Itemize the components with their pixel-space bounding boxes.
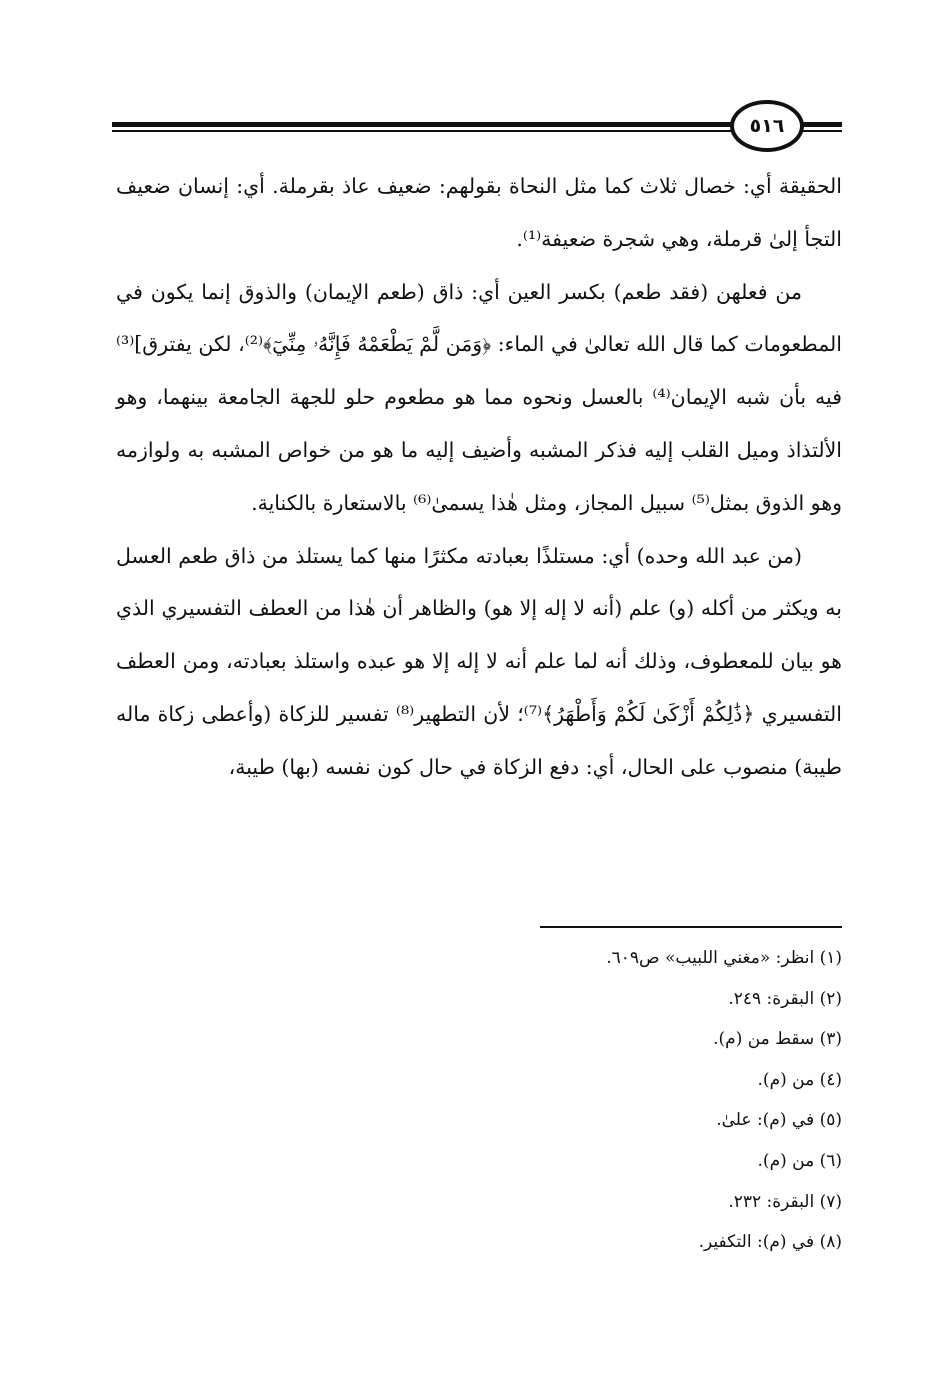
footnote-separator bbox=[540, 926, 842, 928]
footnote-3: (٣) سقط من (م). bbox=[713, 1029, 842, 1050]
page-number: ٥١٦ bbox=[730, 100, 804, 152]
footnote-4: (٤) من (م). bbox=[757, 1069, 842, 1090]
header-rule-right bbox=[802, 122, 842, 127]
header-rule-thick bbox=[112, 122, 732, 127]
footnote-8: (٨) في (م): التكفير. bbox=[698, 1232, 842, 1253]
footnote-7: (٧) البقرة: ٢٣٢. bbox=[728, 1191, 842, 1212]
footnote-2: (٢) البقرة: ٢٤٩. bbox=[728, 988, 842, 1009]
footnote-1: (١) انظر: «مغني اللبيب» ص٦٠٩. bbox=[606, 948, 842, 968]
footnote-5: (٥) في (م): علىٰ. bbox=[716, 1110, 842, 1131]
paragraph-1: الحقيقة أي: خصال ثلاث كما مثل النحاة بقولهم: ضعيف عاذ بقرملة. أي: إنسان ضعيف التجأ إلىٰ قرملة، وهي شجرة ضعيفة⁽¹⁾. bbox=[116, 174, 842, 251]
paragraph-3: (من عبد الله وحده) أي: مستلذًا بعبادته مكثرًا منها كما يستلذ من ذاق طعم العسل به ويكثر من أكله (و) علم (أنه لا إله إلا هو) والظاهر أن هٰذا من العطف التفسيري الذي هو بيان للمعطوف، وذلك أنه لما علم أنه لا إله إلا هو عبده واستلذ بعبادته، ومن العطف التفسيري ﴿ذَٰلِكُمْ أَزْكَىٰ لَكُمْ وَأَطْهَرُ﴾⁽⁷⁾؛ لأن التطهير⁽⁸⁾ تفسير للزكاة (وأعطى زكاة ماله طيبة) منصوب على الحال، أي: دفع الزكاة في حال كون نفسه (بها) طيبة، bbox=[116, 543, 842, 779]
paragraph-2: من فعلهن (فقد طعم) بكسر العين أي: ذاق (طعم الإيمان) والذوق إنما يكون في المطعومات كما قال الله تعالىٰ في الماء: ﴿وَمَن لَّمْ يَطْعَمْهُ فَإِنَّهُۥ مِنِّيٓ﴾⁽²⁾، لكن يفترق]⁽³⁾ فيه بأن شبه الإيمان⁽⁴⁾ بالعسل ونحوه مما هو مطعوم حلو للجهة الجامعة بينهما، وهو الألتذاذ وميل القلب إليه فذكر المشبه وأضيف إليه ما هو من خواص المشبه به ولوازمه وهو الذوق بمثل⁽⁵⁾ سبيل المجاز، ومثل هٰذا يسمىٰ⁽⁶⁾ بالاستعارة بالكناية. bbox=[116, 279, 843, 515]
page-header bbox=[112, 96, 842, 156]
footnote-6: (٦) من (م). bbox=[757, 1150, 842, 1171]
main-text bbox=[116, 160, 842, 794]
footnotes bbox=[300, 938, 842, 1263]
header-rule-right-thin bbox=[802, 130, 842, 132]
header-rule-thin bbox=[112, 130, 732, 132]
